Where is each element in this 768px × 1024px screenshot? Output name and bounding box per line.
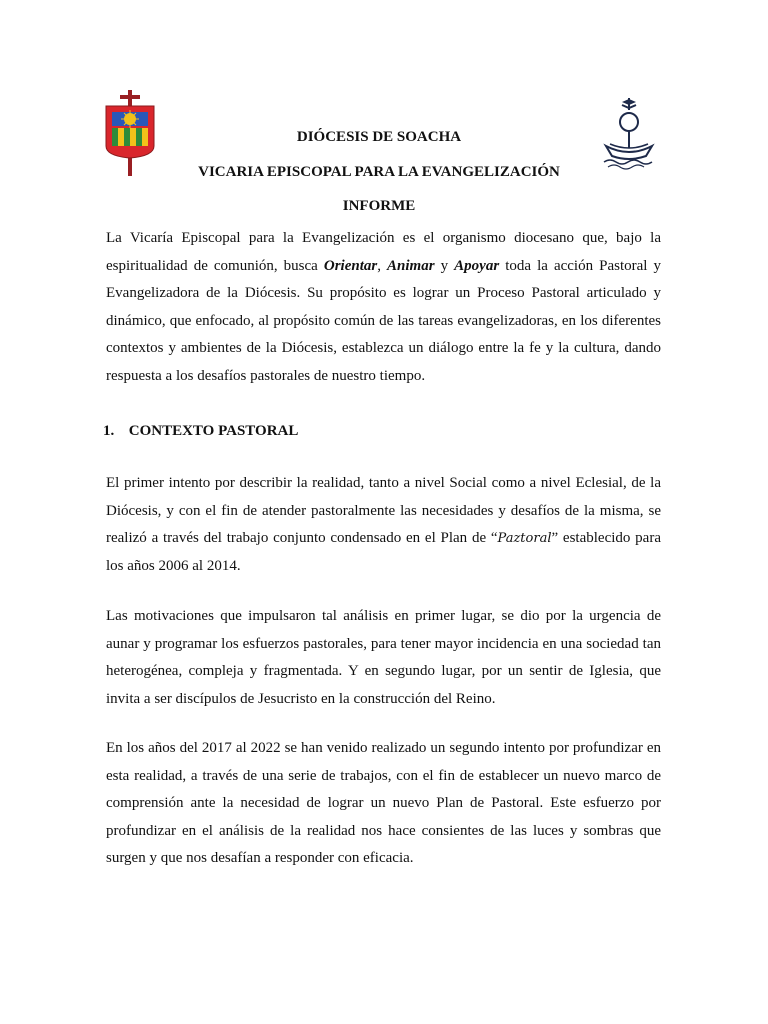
intro-and: y (434, 257, 455, 274)
intro-comma: , (377, 257, 388, 274)
report-title: INFORME (342, 198, 416, 214)
p1-text-1: El primer intento por describir la realidad, tanto a nivel Social como a nivel Eclesial, de la Diócesis, y con el fin de atender pastoralmente las necesidades y desafíos de la misma, se realizó a través del trabajo conjunto condensado en el Plan de “ (106, 475, 661, 546)
section-number: 1. (103, 423, 115, 439)
section-title: CONTEXTO PASTORAL (128, 423, 299, 439)
vicaria-title: VICARIA EPISCOPAL PARA LA EVANGELIZACIÓN (198, 164, 560, 180)
orientar-emphasis: Orientar (323, 257, 378, 274)
pastoral-plan-name: Paztoral (497, 531, 552, 546)
intro-text-1: La Vicaría Episcopal para la Evangelización es el organismo diocesano que, bajo la espiritualidad de comunión, busca (106, 230, 661, 274)
diocese-title: DIÓCESIS DE SOACHA (296, 129, 462, 145)
intro-paragraph (106, 225, 661, 390)
context-paragraph-1 (106, 470, 661, 580)
p1-text-2: ” establecido para los años 2006 al 2014. (106, 530, 661, 574)
context-paragraph-2: Las motivaciones que impulsaron tal análisis en primer lugar, se dio por la urgencia de aunar y programar los esfuerzos pastorales, para tener mayor incidencia en una sociedad tan heterogénea, compleja y fragmentada. Y en segundo lugar, por un sentir de Iglesia, que invita a ser discípulos de Jesucristo en la construcción del Reino. (106, 608, 661, 707)
context-paragraph-3: En los años del 2017 al 2022 se han venido realizado un segundo intento por profundizar en esta realidad, a través de una serie de trabajos, con el fin de establecer un nuevo marco de comprensión ante la necesidad de lograr un nuevo Plan de Pastoral. Este esfuerzo por profundizar en el análisis de la realidad nos hace consientes de las luces y sombras que surgen y que nos desafían a responder con eficacia. (106, 740, 661, 866)
intro-text-2: toda la acción Pastoral y Evangelizadora de la Diócesis. Su propósito es lograr un Proceso Pastoral articulado y dinámico, que enfocado, al propósito común de las tareas evangelizadoras, en los diferentes contextos y ambientes de la Diócesis, establezca un diálogo entre la fe y la cultura, dando respuesta a los desafíos pastorales de nuestro tiempo. (106, 257, 662, 384)
apoyar-emphasis: Apoyar (454, 257, 500, 274)
section-heading (103, 421, 298, 441)
animar-emphasis: Animar (387, 257, 435, 274)
